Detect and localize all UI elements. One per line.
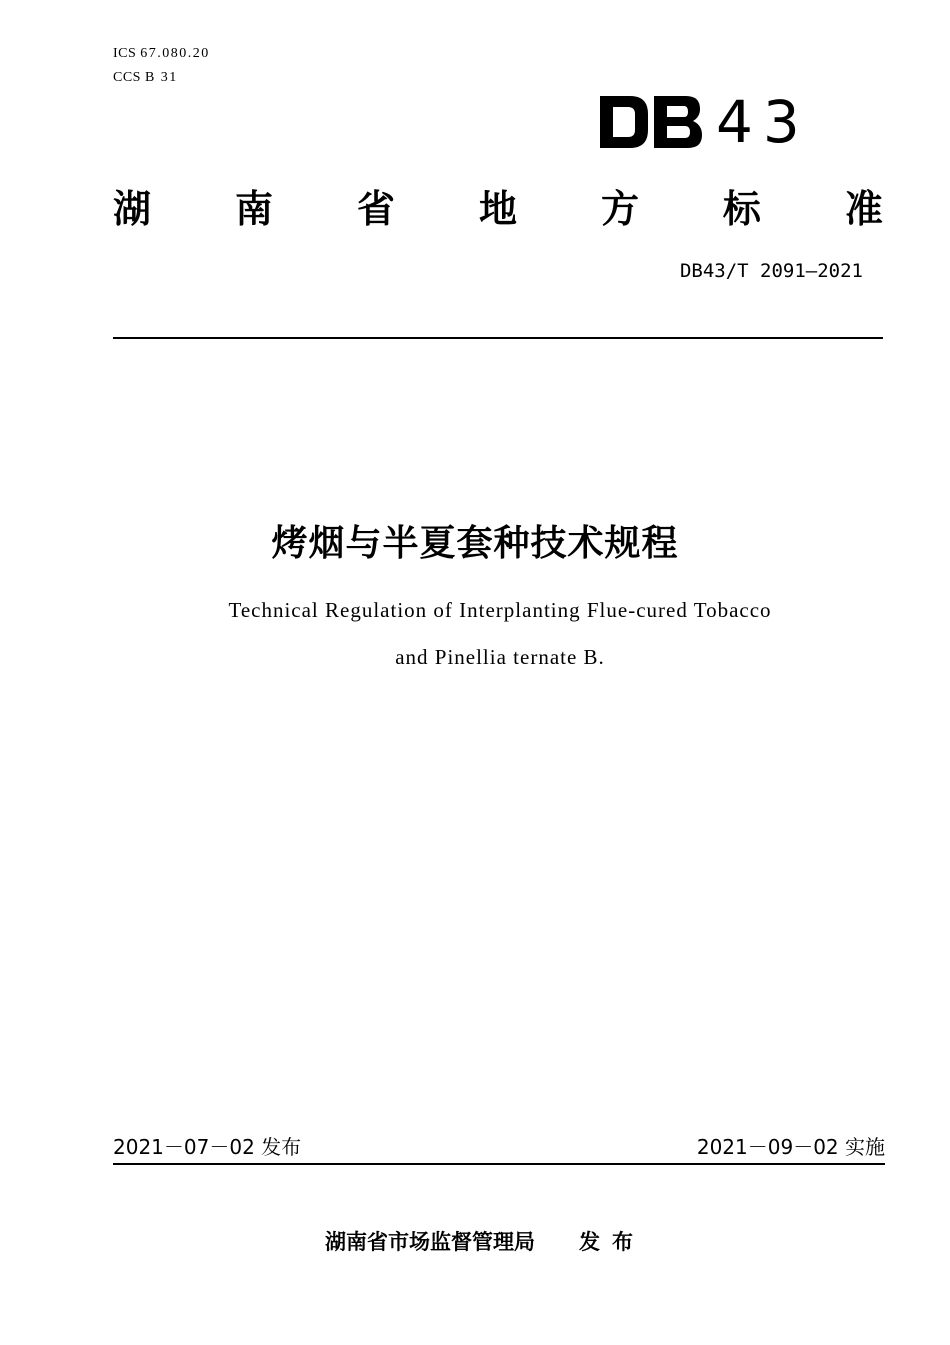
footer-divider (113, 1163, 885, 1165)
ics-line (113, 45, 210, 63)
ccs-label: CCS (113, 70, 141, 85)
standard-type-char: 标 (722, 186, 761, 231)
db-logo (600, 88, 810, 156)
header-divider (113, 337, 883, 339)
standard-type-char: 方 (600, 186, 639, 231)
issuer (325, 1226, 645, 1256)
standard-type-char: 南 (234, 186, 273, 231)
document-title-en-line2: and Pinellia ternate B. (395, 645, 605, 669)
ccs-code: B 31 (144, 70, 178, 85)
standard-type-title (113, 180, 883, 230)
issuer-name: 湖南省市场监督管理局 (325, 1230, 535, 1254)
standard-type-char: 湖 (113, 186, 152, 231)
publish-date: 2021－07－02 发布 (113, 1135, 302, 1159)
document-title-cn: 烤烟与半夏套种技术规程 (271, 523, 679, 564)
db-number: 43 (716, 88, 810, 156)
db-logo-mark (600, 96, 702, 148)
issuer-release: 发布 (579, 1230, 645, 1254)
standard-type-char: 省 (356, 186, 395, 231)
ics-label: ICS (113, 46, 137, 61)
ics-code: 67.080.20 (140, 46, 210, 61)
implement-date: 2021－09－02 实施 (696, 1135, 885, 1159)
standard-number: DB43/T 2091—2021 (679, 260, 863, 282)
standard-type-char: 准 (844, 186, 883, 231)
ccs-line (113, 69, 178, 87)
standard-type-char: 地 (478, 186, 517, 231)
document-title-en-line1: Technical Regulation of Interplanting Flue-cured Tobacco (228, 598, 772, 622)
